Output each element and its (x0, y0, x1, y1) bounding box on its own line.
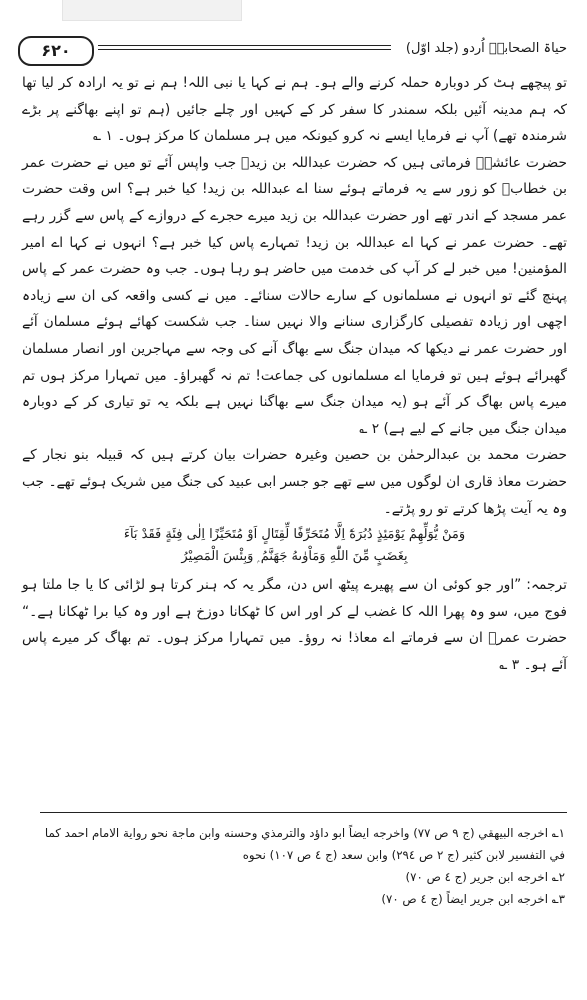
paragraph-2: حضرت عائشہؓ فرماتی ہیں کہ حضرت عبداللہ بن زیدؓ جب واپس آئے تو میں نے حضرت عمر بن خطابؓ کو زور سے یہ فرماتے ہوئے سنا اے عبداللہ بن زید! کیا خبر ہے؟ اس وقت حضرت عمر مسجد کے اندر تھے اور حضرت عبداللہ بن زید میرے حجرے کے دروازے کے پاس سے گزر رہے تھے۔ حضرت عمر نے کہا اے عبداللہ بن زید! تمہارے پاس کیا خبر ہے؟ انہوں نے کہا اے امیر المؤمنین! میں خبر لے کر آپ کی خدمت میں حاضر ہو رہا ہوں۔ جب وہ حضرت عمر کے پاس پہنچ گئے تو انہوں نے مسلمانوں کے سارے حالات سنائے۔ میں نے کسی واقعہ کی ان سے زیادہ اچھی اور زیادہ تفصیلی کارگزاری سنانے والا نہیں سنا۔ جب شکست کھائے ہوئے مسلمان آئے اور حضرت عمر نے دیکھا کہ میدان جنگ سے بھاگ آنے کی وجہ سے مہاجرین اور انصار مسلمان گھبرائے ہوئے ہیں تو فرمایا اے مسلمانوں کی جماعت! تم نہ گھبراؤ۔ میں تمہارا مرکز ہوں تم میرے پاس بھاگ کر آئے ہو (یہ میدان جنگ سے بھاگنا نہیں ہے بلکہ یہ تو تیاری کر کے دوبارہ میدان جنگ میں جانے کے لیے ہے) ۲ ؎ (22, 154, 567, 437)
page-header (18, 36, 567, 64)
footnote-1: ۱؎ اخرجه البيهقي (ج ۹ ص ۷۷) واخرجه ايضاً ابو داؤد والترمذي وحسنه وابن ماجة نحو رواية الامام احمد كما في التفسير لابن كثير (ج ۲ ص ۲۹٤) وابن سعد (ج ٤ ص ۱۰۷) نحوه (44, 826, 565, 862)
paragraph-4: ترجمہ: ”اور جو کوئی ان سے پھیرے پیٹھ اس دن، مگر یہ کہ ہنر کرتا ہو لڑائی کا یا جا ملتا ہو فوج میں، سو وہ پھرا اللہ کا غضب لے کر اور اس کا ٹھکانا دوزخ ہے اور وہ کیا برا ٹھکانا ہے۔“ حضرت عمرؓ ان سے فرماتے اے معاذ! نہ روؤ۔ میں تمہارا مرکز ہوں۔ تم بھاگ کر میرے پاس آئے ہو۔ ۳ ؎ (22, 577, 567, 673)
footnotes (40, 822, 565, 910)
paragraph-3: حضرت محمد بن عبدالرحمٰن بن حصین وغیرہ حضرات بیان کرتے ہیں کہ قبیلہ بنو نجار کے حضرت معاذ قاری ان لوگوں میں سے تھے جو جسر ابی عبید کی جنگ میں شریک ہوئے تھے۔ جب وہ یہ آیت پڑھا کرتے تو رو پڑتے۔ (22, 447, 567, 517)
footnote-2: ۲؎ اخرجه ابن جرير (ج ٤ ص ۷۰) (405, 870, 565, 884)
running-head: حیاۃ الصحابہؓ اُردو (جلد اوّل) (405, 41, 567, 56)
footnote-rule (40, 812, 567, 813)
quran-verse (22, 524, 567, 568)
header-rule (98, 45, 391, 50)
top-tab-strip (62, 0, 242, 21)
paragraph-1: تو پیچھے ہٹ کر دوبارہ حملہ کرنے والے ہو۔ ہم نے کہا یا نبی اللہ! ہم نے تو یہ ارادہ کر لیا تھا کہ ہم مدینہ آئیں بلکہ سمندر کا سفر کر کے کہیں اور چلے جائیں (ہم تو اپنے بھاگنے پر بڑے شرمندہ تھے) آپ نے فرمایا ایسے نہ کرو کیونکہ میں ہر مسلمان کا مرکز ہوں۔ ۱ ؎ (22, 75, 567, 145)
page-number: ۶۲۰ (18, 36, 94, 66)
footnote-3: ۳؎ اخرجه ابن جرير ايضاً (ج ٤ ص ۷۰) (381, 892, 565, 906)
body-text (22, 70, 567, 678)
quran-line-1: وَمَنْ يُّوَلِّهِمْ يَوْمَئِذٍ دُبُرَهٗٓ اِلَّا مُتَحَرِّفًا لِّقِتَالٍ اَوْ مُتَحَيِّزًا اِلٰى فِئَةٍ فَقَدْ بَآءَ (123, 527, 466, 543)
quran-line-2: بِغَضَبٍ مِّنَ اللّٰهِ وَمَاْوٰىهُ جَهَنَّمُ ۭ وَبِئْسَ الْمَصِيْرُ (181, 549, 408, 565)
